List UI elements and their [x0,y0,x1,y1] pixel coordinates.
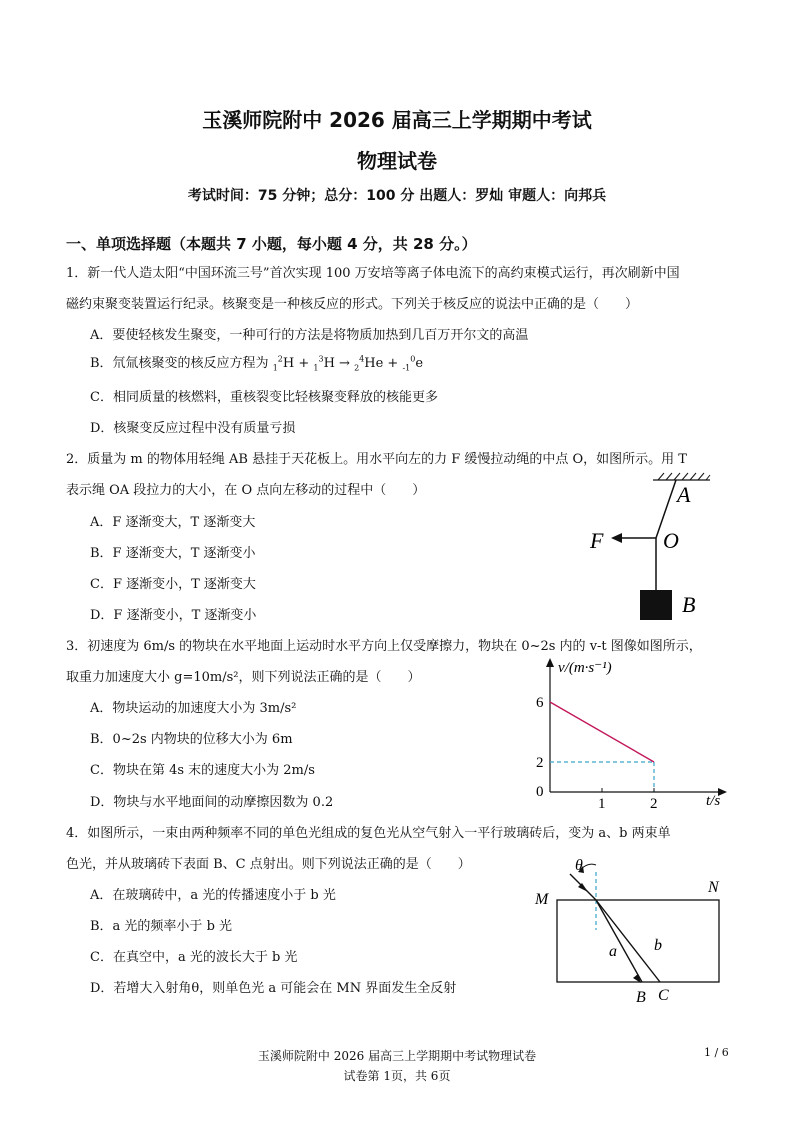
y-axis-label: v/(m·s⁻¹) [558,660,612,676]
series-line [550,702,654,762]
q1-option-a: A．要使轻核发生聚变，一种可行的方法是将物质加热到几百万开尔文的高温 [90,328,529,343]
subject-title: 物理试卷 [357,149,437,173]
q4-stem-line1: 4．如图所示，一束由两种频率不同的单色光组成的复色光从空气射入一平行玻璃砖后，变为 a、b 两束单 [66,826,671,841]
label-b: B [682,592,696,617]
x-tick-label: 2 [650,796,658,810]
q4-figure [530,852,730,1007]
q4-option-c: C．在真空中，a 光的波长大于 b 光 [90,950,298,965]
exam-title: 玉溪师院附中 2026 届高三上学期期中考试 [202,108,592,132]
tick-label-origin: 0 [536,784,544,800]
q2-option-a: A．F 逐渐变大，T 逐渐变大 [90,515,256,530]
x-axis-label: t/s [706,793,721,809]
glass-brick [557,900,719,982]
q3-option-b: B．0~2s 内物块的位移大小为 6m [90,732,293,747]
label-ray-a: a [609,943,617,960]
q3-stem-line2: 取重力加速度大小 g=10m/s²，则下列说法正确的是（ ） [66,670,421,685]
nuclear-equation: $_1^2$H + $_1^3$H → $_2^4$He + $_{-1}^0$e [272,354,424,373]
exam-info: 考试时间：75 分钟；总分：100 分 出题人：罗灿 审题人：向邦兵 [187,188,607,204]
label-a: A [677,482,691,507]
q2-stem-line2: 表示绳 OA 段拉力的大小，在 O 点向左移动的过程中（ ） [66,483,426,498]
q2-stem-line1: 2．质量为 m 的物体用轻绳 AB 悬挂于天花板上。用水平向左的力 F 缓慢拉动绳的中点 O，如图所示。用 T [66,452,687,467]
q4-option-a: A．在玻璃砖中，a 光的传播速度小于 b 光 [90,888,336,903]
label-ray-b: b [654,937,662,954]
page-number: 1 / 6 [704,1046,729,1059]
label-m: M [535,891,549,908]
vt-chart [530,655,730,810]
ceiling-hatch [658,473,710,480]
mass-block [640,590,672,620]
footer-line2: 试卷第 1页，共 6页 [343,1069,451,1083]
arrowhead-icon [611,533,622,543]
q3-stem-line1: 3．初速度为 6m/s 的物块在水平地面上运动时水平方向上仅受摩擦力，物块在 0~2s 内的 v-t 图像如图所示， [66,639,702,654]
y-axis-arrow-icon [546,658,554,667]
q2-option-d: D．F 逐渐变小，T 逐渐变小 [90,608,257,623]
section-heading: 一、单项选择题（本题共 7 小题，每小题 4 分，共 28 分。） [66,235,477,253]
q2-option-b: B．F 逐渐变大，T 逐渐变小 [90,546,256,561]
label-n: N [708,879,719,896]
q1-option-d: D．核聚变反应过程中没有质量亏损 [90,421,296,436]
label-o: O [663,528,679,553]
q1-stem-line2: 磁约束聚变装置运行纪录。核聚变是一种核反应的形式。下列关于核反应的说法中正确的是（ ） [66,297,639,312]
q1-option-b-prefix: B．氘氚核聚变的核反应方程为 [90,356,269,371]
q1-option-b [90,352,423,373]
label-point-b: B [636,989,646,1006]
label-f: F [590,528,604,553]
footer-line1: 玉溪师院附中 2026 届高三上学期期中考试物理试卷 [257,1049,537,1063]
label-theta: θ [575,857,583,874]
y-tick-label: 6 [536,695,544,711]
x-tick-label: 1 [598,796,606,810]
q4-option-d: D．若增大入射角θ，则单色光 a 可能会在 MN 界面发生全反射 [90,981,457,996]
ray-b [596,900,660,982]
ray-a [596,900,642,982]
q4-stem-line2: 色光，并从玻璃砖下表面 B、C 点射出。则下列说法正确的是（ ） [66,857,471,872]
q1-option-c: C．相同质量的核燃料，重核裂变比轻核聚变释放的核能更多 [90,390,438,405]
q4-option-b: B．a 光的频率小于 b 光 [90,919,233,934]
q2-option-c: C．F 逐渐变小，T 逐渐变大 [90,577,256,592]
q3-option-a: A．物块运动的加速度大小为 3m/s² [90,701,297,716]
q3-option-c: C．物块在第 4s 末的速度大小为 2m/s [90,763,315,778]
y-tick-label: 2 [536,755,544,771]
q3-option-d: D．物块与水平地面间的动摩擦因数为 0.2 [90,795,334,810]
label-point-c: C [658,987,669,1004]
q1-stem-line1: 1．新一代人造太阳“中国环流三号”首次实现 100 万安培等离子体电流下的高约束模式运行，再次刷新中国 [66,266,680,281]
q2-figure [580,470,720,622]
